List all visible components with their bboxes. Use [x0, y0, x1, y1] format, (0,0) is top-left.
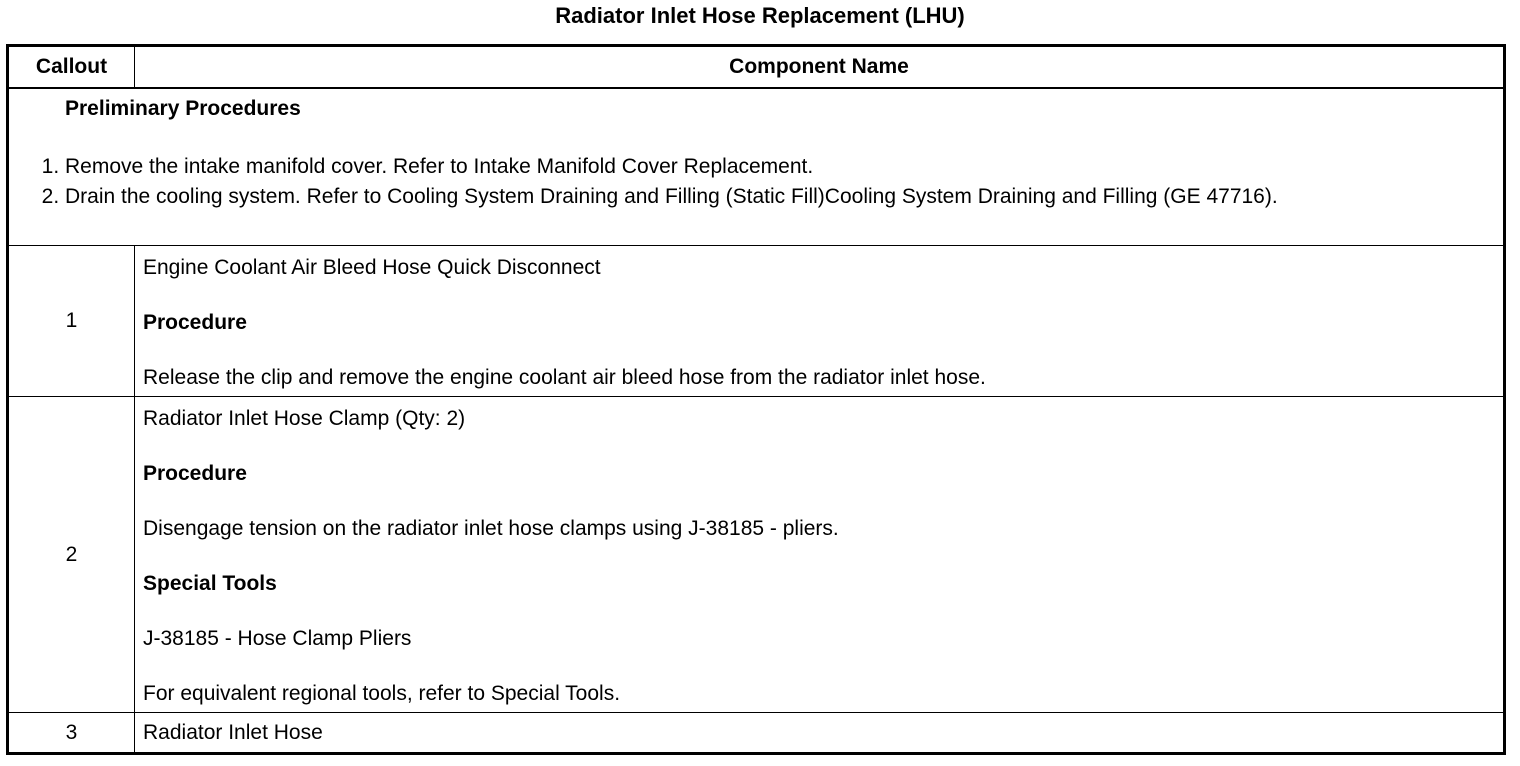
table-row — [8, 246, 1505, 397]
component-cell — [135, 713, 1505, 754]
special-tool-item: J-38185 - Hose Clamp Pliers — [143, 627, 412, 650]
procedure-text: Release the clip and remove the engine coolant air bleed hose from the radiator inlet hose. — [143, 366, 986, 389]
document-title: Radiator Inlet Hose Replacement (LHU) — [555, 3, 965, 28]
header-row — [8, 46, 1505, 89]
table-row — [8, 397, 1505, 713]
preliminary-step-2-text: 2. Drain the cooling system. Refer to Cooling System Draining and Filling (Static Fill)Cooling System Draining and Filling (GE 47716). — [65, 185, 1278, 208]
preliminary-cell — [8, 88, 1505, 246]
preliminary-step-2 — [65, 181, 1503, 210]
procedure-text: Disengage tension on the radiator inlet hose clamps using J-38185 - pliers. — [143, 517, 839, 540]
callout-cell: 1 — [8, 246, 135, 397]
preliminary-steps — [9, 151, 1503, 210]
component-cell — [135, 246, 1505, 397]
preliminary-heading: Preliminary Procedures — [65, 97, 301, 120]
component-name: Engine Coolant Air Bleed Hose Quick Disconnect — [143, 256, 601, 279]
procedure-heading: Procedure — [143, 462, 247, 485]
callout-header: Callout — [8, 46, 135, 89]
preliminary-step-1: 1. Remove the intake manifold cover. Refer to Intake Manifold Cover Replacement. — [65, 151, 1503, 183]
callout-cell: 3 — [8, 713, 135, 754]
procedure-table — [6, 44, 1506, 755]
procedure-heading: Procedure — [143, 311, 247, 334]
special-tools-note: For equivalent regional tools, refer to Special Tools. — [143, 682, 621, 705]
table-row — [8, 713, 1505, 754]
preliminary-row — [8, 88, 1505, 246]
component-name: Radiator Inlet Hose Clamp (Qty: 2) — [143, 407, 466, 430]
component-name: Radiator Inlet Hose — [143, 720, 323, 744]
callout-cell: 2 — [8, 397, 135, 713]
component-name-header: Component Name — [135, 46, 1505, 89]
component-cell — [135, 397, 1505, 713]
special-tools-heading: Special Tools — [143, 572, 277, 595]
